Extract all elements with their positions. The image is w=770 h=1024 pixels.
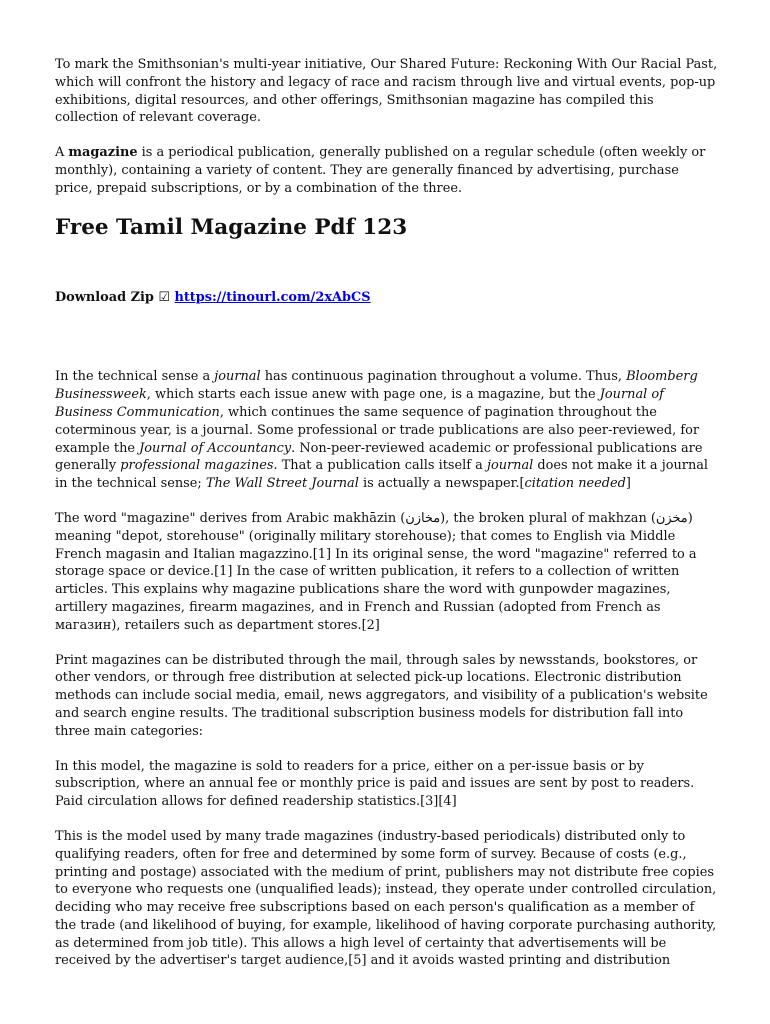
italic-run: journal	[486, 458, 534, 474]
italic-run: Journal of Business Communication	[55, 387, 664, 420]
italic-run: citation needed	[524, 476, 626, 492]
controlled-circulation-paragraph: This is the model used by many trade magazines (industry-based periodicals) distributed only to qualifying readers, often for free and determined by some form of survey. Because of costs (e.g., printing and postage) associated with the medium of print, publishers may not distribute free copies to everyone who requests one (unqualified leads); instead, they operate under controlled circulation, deciding who may receive free subscriptions based on each person's qualification as a member of the trade (and likelihood of buying, for example, likelihood of having corporate purchasing authority, as determined from job title). This allows a high level of certainty that advertisements will be received by the advertiser's target audience,[5] and it avoids wasted printing and distribution	[55, 828, 717, 969]
text-run: , which continues the same sequence of pagination throughout the coterminous year, is a journal. Some professional or trade publications are also peer-reviewed, for example the	[55, 404, 700, 456]
italic-run: Journal of Accountancy	[139, 440, 292, 456]
text-run: has continuous pagination throughout a volume. Thus,	[260, 369, 627, 385]
definition-text: is a periodical publication, generally published on a regular schedule (often weekly or monthly), containing a variety of content. They are generally financed by advertising, purchase price, prepaid subscriptions, or by a combination of the three.	[55, 145, 706, 196]
text-run: is actually a newspaper.[	[358, 476, 525, 492]
distribution-paragraph: Print magazines can be distributed through the mail, through sales by newsstands, bookstores, or other vendors, or through free distribution at selected pick-up locations. Electronic distribution methods can include social media, email, news aggregators, and visibility of a publication's website and search engine results. The traditional subscription business models for distribution fall into three main categories:	[55, 652, 708, 739]
intro-paragraph: To mark the Smithsonian's multi-year initiative, Our Shared Future: Reckoning With Our Racial Past, which will confront the history and legacy of race and racism through live and virtual events, pop-up exhibitions, digital resources, and other offerings, Smithsonian magazine has compiled this collection of relevant coverage.	[55, 57, 718, 126]
spacer	[55, 306, 719, 368]
checkbox-icon: ☑	[158, 289, 170, 305]
definition-prefix: A	[55, 145, 69, 161]
technical-paragraph	[55, 368, 719, 493]
text-run: In the technical sense a	[55, 369, 215, 385]
italic-run: professional magazines	[120, 458, 274, 474]
text-run: , which starts each issue anew with page one, is a magazine, but the	[146, 387, 600, 403]
download-line	[55, 289, 719, 307]
download-link[interactable]: https://tinourl.com/2xAbCS	[174, 289, 371, 305]
text-run: . Non-peer-reviewed academic or professional publications are generally	[55, 440, 703, 474]
page-title: Free Tamil Magazine Pdf 123	[55, 214, 408, 240]
paid-circulation-paragraph: In this model, the magazine is sold to readers for a price, either on a per-issue basis or by subscription, where an annual fee or monthly price is paid and issues are sent by post to readers. Paid circulation allows for defined readership statistics.[3][4]	[55, 758, 695, 810]
italic-run: Bloomberg Businessweek	[55, 369, 698, 403]
definition-paragraph	[55, 144, 719, 197]
definition-term: magazine	[68, 145, 138, 161]
etymology-paragraph: The word "magazine" derives from Arabic makhāzin (مخازن), the broken plural of makhzan (مخزن) meaning "depot, storehouse" (originally military storehouse); that comes to English via Middle French magasin and Italian magazzino.[1] In its original sense, the word "magazine" referred to a storage space or device.[1] In the case of written publication, it refers to a collection of written articles. This explains why magazine publications share the word with gunpowder magazines, artillery magazines, firearm magazines, and in French and Russian (adopted from French as магазин), retailers such as department stores.[2]	[55, 510, 697, 633]
download-label: Download Zip	[55, 289, 154, 305]
text-run: ]	[625, 476, 631, 492]
text-run: . That a publication calls itself a	[273, 458, 487, 474]
text-run: does not make it a journal in the technical sense;	[55, 458, 709, 492]
italic-run: journal	[214, 369, 261, 385]
italic-run: The Wall Street Journal	[205, 476, 359, 492]
article-body	[55, 56, 719, 987]
